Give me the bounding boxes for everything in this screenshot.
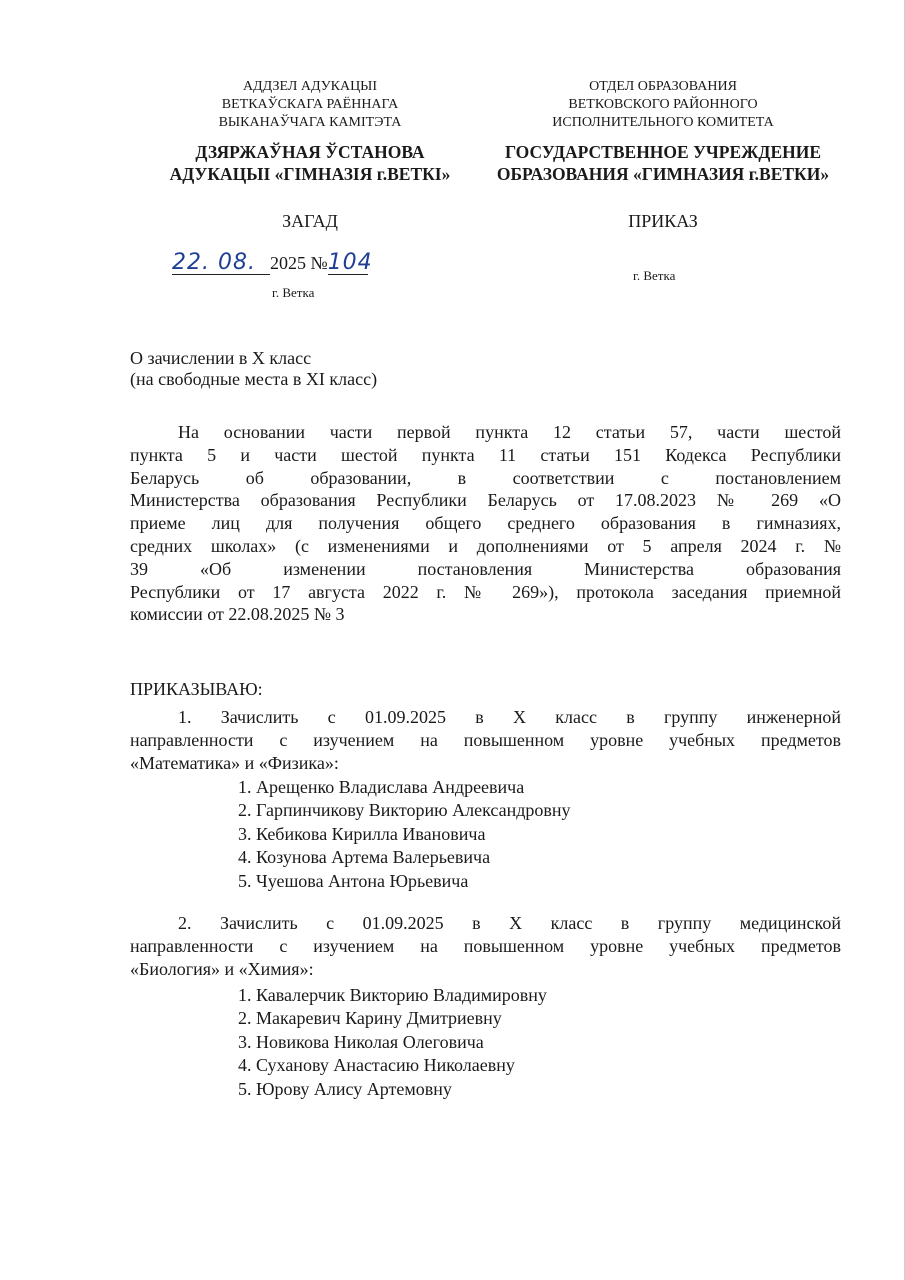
basis-line: Республики от 17 августа 2022 г. № 269»), протокола заседания приемной [130, 581, 841, 602]
institution-line: АДУКАЦЫІ «ГІМНАЗІЯ г.ВЕТКІ» [169, 164, 451, 184]
number-sign: № [310, 253, 328, 273]
registration-line [172, 250, 373, 278]
item-line: «Математика» и «Физика»: [130, 752, 339, 773]
student-entry: 3. Новикова Николая Олеговича [238, 1031, 484, 1052]
item-line: 1. Зачислить с 01.09.2025 в Х класс в группу инженерной [178, 707, 841, 727]
institution-name [150, 141, 470, 185]
student-entry: 2. Макаревич Карину Дмитриевну [238, 1008, 502, 1029]
handwritten-number: 104 [327, 250, 373, 275]
item-line: «Биология» и «Химия»: [130, 958, 314, 979]
institution-line: ОБРАЗОВАНИЯ «ГИМНАЗИЯ г.ВЕТКИ» [496, 164, 830, 184]
header-left-belarusian [150, 78, 470, 185]
institution-name [478, 141, 848, 185]
student-entry: 5. Юрову Алису Артемовну [238, 1078, 452, 1099]
authority-line: ВЕТКАЎСКАГА РАЁННАГА [221, 97, 399, 112]
item-line: 2. Зачислить с 01.09.2025 в Х класс в группу медицинской [178, 913, 841, 933]
doc-kind-belarusian: ЗАГАД [282, 211, 338, 231]
order-item-2 [130, 912, 841, 980]
student-entry: 4. Суханову Анастасию Николаевну [238, 1055, 515, 1076]
student-entry: 4. Козунова Артема Валерьевича [238, 847, 491, 868]
basis-line: Министерства образования Республики Беларусь от 17.08.2023 № 269 «О [130, 490, 841, 511]
basis-line: На основании части первой пункта 12 статьи 57, части шестой [178, 422, 841, 442]
institution-line: ГОСУДАРСТВЕННОЕ УЧРЕЖДЕНИЕ [504, 142, 822, 162]
authority-line: ИСПОЛНИТЕЛЬНОГО КОМИТЕТА [552, 115, 774, 130]
basis-line: средних школах» (с изменениями и дополнениями от 5 апреля 2024 г. № [130, 535, 841, 556]
authority-line: АДДЗЕЛ АДУКАЦЫІ [242, 79, 378, 94]
order-item-1 [130, 706, 841, 774]
basis-line: приеме лиц для получения общего среднего образования в гимназиях, [130, 513, 841, 534]
student-entry: 3. Кебикова Кирилла Ивановича [238, 823, 486, 844]
handwritten-date: 22. 08. [172, 252, 270, 275]
student-entry: 5. Чуешова Антона Юрьевича [238, 870, 469, 891]
year: 2025 [270, 253, 306, 273]
basis-paragraph [130, 421, 841, 626]
student-entry: 1. Арещенко Владислава Андреевича [238, 777, 525, 797]
authority-line: ВЫКАНАЎЧАГА КАМІТЭТА [218, 115, 402, 130]
student-list-medical [238, 984, 547, 1101]
subject [130, 348, 377, 390]
student-entry: 1. Кавалерчик Викторию Владимировну [238, 985, 547, 1005]
authority-line: ВЕТКОВСКОГО РАЙОННОГО [568, 97, 758, 112]
institution-line: ДЗЯРЖАЎНАЯ ЎСТАНОВА [195, 142, 425, 162]
basis-line: Беларусь об образовании, в соответствии с постановлением [130, 467, 841, 488]
header-right-russian [478, 78, 848, 185]
doc-kind-russian: ПРИКАЗ [628, 211, 698, 231]
subject-line: (на свободные места в XI класс) [130, 369, 378, 389]
city-left: г. Ветка [272, 285, 315, 300]
basis-line: 39 «Об изменении постановления Министерства образования [130, 558, 841, 579]
basis-line: комиссии от 22.08.2025 № 3 [130, 604, 345, 625]
subject-line: О зачислении в Х класс [130, 348, 312, 368]
basis-line: пункта 5 и части шестой пункта 11 статьи 151 Кодекса Республики [130, 444, 841, 465]
order-word: ПРИКАЗЫВАЮ: [130, 679, 263, 699]
student-list-engineering [238, 776, 571, 893]
item-line: направленности с изучением на повышенном уровне учебных предметов [130, 935, 841, 956]
student-entry: 2. Гарпинчикову Викторию Александровну [238, 800, 571, 821]
city-right: г. Ветка [633, 268, 676, 283]
authority-line: ОТДЕЛ ОБРАЗОВАНИЯ [589, 79, 737, 94]
item-line: направленности с изучением на повышенном уровне учебных предметов [130, 729, 841, 750]
